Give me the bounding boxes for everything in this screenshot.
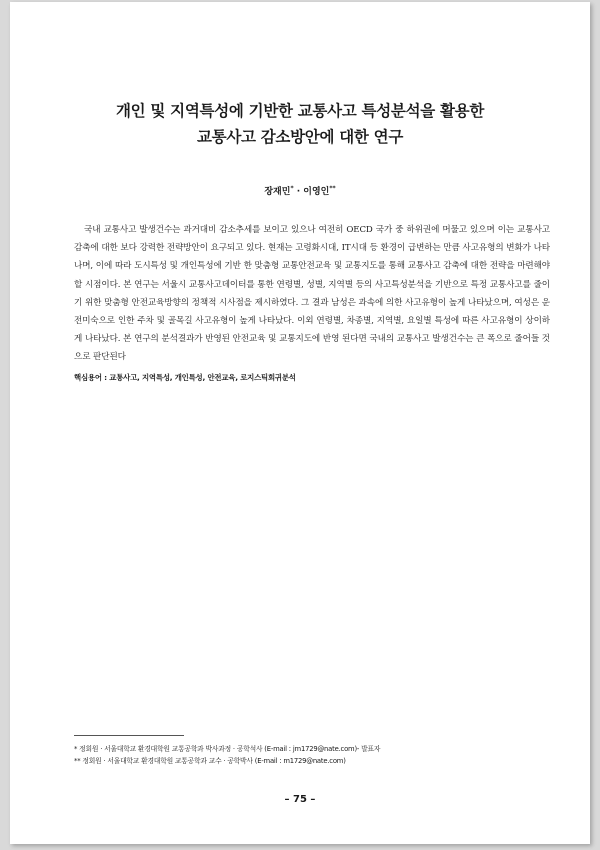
- footnotes: [74, 743, 550, 767]
- footnote-2: ** 정회원 · 서울대학교 환경대학원 교통공학과 교수 · 공학박사 (E-mail : m1729@nate.com): [74, 757, 346, 765]
- footnote-1: * 정회원 · 서울대학교 환경대학원 교통공학과 박사과정 · 공학석사 (E-mail : jm1729@nate.com)- 발표자: [74, 745, 381, 753]
- title-line-1: 개인 및 지역특성에 기반한 교통사고 특성분석을 활용한: [115, 102, 485, 120]
- title-line-2: 교통사고 감소방안에 대한 연구: [196, 128, 404, 146]
- paper-title: [70, 98, 530, 150]
- paper-page: [10, 2, 590, 844]
- author-2: 이영인: [303, 187, 330, 197]
- footnote-divider: [74, 735, 184, 736]
- author-1-mark: *: [290, 185, 294, 192]
- author-separator: ·: [293, 187, 304, 197]
- author-1: 장재민: [264, 187, 291, 197]
- author-2-mark: **: [329, 185, 336, 192]
- author-line: [210, 184, 390, 197]
- keywords: 핵심용어 : 교통사고, 지역특성, 개인특성, 안전교육, 로지스틱회귀분석: [74, 373, 296, 382]
- page-number: – 75 –: [284, 794, 316, 805]
- abstract-text: 국내 교통사고 발생건수는 과거대비 감소추세를 보이고 있으나 여전히 OECD 국가 중 하위권에 머물고 있으며 이는 교통사고 감축에 대한 보다 강력한 전략방안이 요구되고 있다. 현재는 고령화시대, IT시대 등 환경이 급변하는 만큼 사고유형의 변화가 나타나며, 이에 따라 도시특성 및 개인특성에 기반 한 맞춤형 교통안전교육 및 교통지도를 통해 교통사고 감축에 대한 전략을 마련해야 할 시점이다. 본 연구는 서울시 교통사고데이터를 통한 연령별, 성별, 지역별 등의 사고특성분석을 기반으로 특정 교통사고를 줄이기 위한 맞춤형 안전교육방향의 정책적 시사점을 제시하였다. 그 결과 남성은 과속에 의한 사고유형이 높게 나타났으며, 여성은 운전미숙으로 인한 주차 및 골목길 사고유형이 높게 나타났다. 이외 연령별, 차종별, 지역별, 요일별 특성에 따른 사고유형이 상이하게 나타났다. 본 연구의 분석결과가 반영된 안전교육 및 교통지도에 반영 된다면 국내의 교통사고 발생건수는 큰 폭으로 줄어들 것으로 판단된다: [74, 225, 550, 363]
